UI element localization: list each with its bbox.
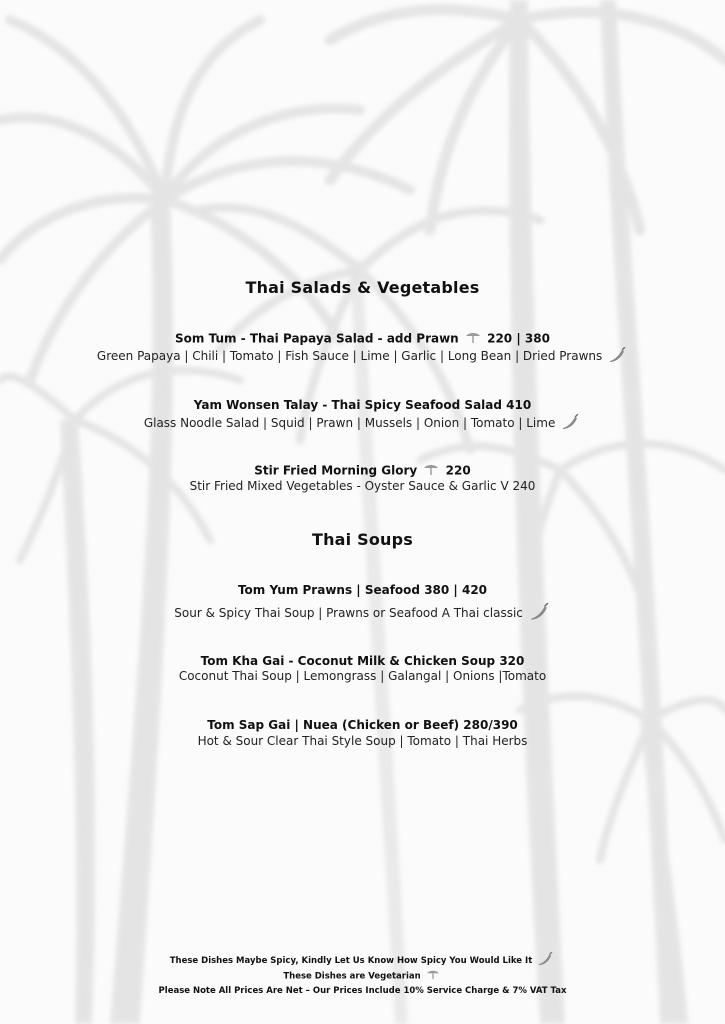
chili-icon: [529, 602, 549, 625]
dish-desc-text: Green Papaya | Chili | Tomato | Fish Sauce | Lime | Garlic | Long Bean | Dried Prawns: [96, 349, 603, 363]
dish-desc-tom-kha-gai: Coconut Thai Soup | Lemongrass | Galangal | Onions |Tomato: [178, 669, 547, 683]
dish-price: 220 | 380: [487, 331, 550, 346]
dish-desc-tom-yum: [0, 602, 725, 625]
dish-name-yam-wonsen: Yam Wonsen Talay - Thai Spicy Seafood Salad 410: [193, 398, 532, 412]
dish-desc-morning-glory: Stir Fried Mixed Vegetables - Oyster Sauce & Garlic V 240: [189, 479, 536, 493]
footer-vegetarian-text: These Dishes are Vegetarian: [283, 971, 421, 982]
dish-desc-text: Glass Noodle Salad | Squid | Prawn | Mussels | Onion | Tomato | Lime: [143, 416, 556, 430]
section-title-salads: Thai Salads & Vegetables: [245, 278, 480, 297]
dish-price: 220: [445, 463, 471, 478]
dish-desc-som-tum: [0, 347, 725, 366]
vegetarian-icon: [426, 969, 440, 983]
chili-icon: [537, 952, 553, 969]
chili-icon: [608, 347, 626, 366]
dish-desc-tom-sap: Hot & Sour Clear Thai Style Soup | Tomato | Thai Herbs: [197, 734, 528, 748]
dish-name-morning-glory: [0, 463, 725, 479]
dish-desc-text: Sour & Spicy Thai Soup | Prawns or Seafood A Thai classic: [174, 606, 523, 620]
footer-price-note: Please Note All Prices Are Net – Our Prices Include 10% Service Charge & 7% VAT Tax: [158, 986, 567, 996]
chili-icon: [561, 414, 579, 433]
dish-name-tom-yum: Tom Yum Prawns | Seafood 380 | 420: [237, 583, 488, 597]
vegetarian-icon: [465, 331, 481, 347]
dish-name-text: Som Tum - Thai Papaya Salad - add Prawn: [175, 331, 459, 346]
footer-vegetarian-note: [0, 969, 725, 983]
dish-name-text: Stir Fried Morning Glory: [254, 463, 418, 478]
dish-name-tom-kha-gai: Tom Kha Gai - Coconut Milk & Chicken Soup 320: [200, 654, 525, 668]
vegetarian-icon: [423, 463, 439, 479]
dish-name-som-tum: [0, 331, 725, 347]
footer-spicy-note: [0, 952, 725, 969]
section-title-soups: Thai Soups: [311, 530, 414, 549]
dish-name-tom-sap: Tom Sap Gai | Nuea (Chicken or Beef) 280/390: [207, 718, 518, 732]
dish-desc-yam-wonsen: [0, 414, 725, 433]
footer-spicy-text: These Dishes Maybe Spicy, Kindly Let Us Know How Spicy You Would Like It: [169, 956, 533, 966]
